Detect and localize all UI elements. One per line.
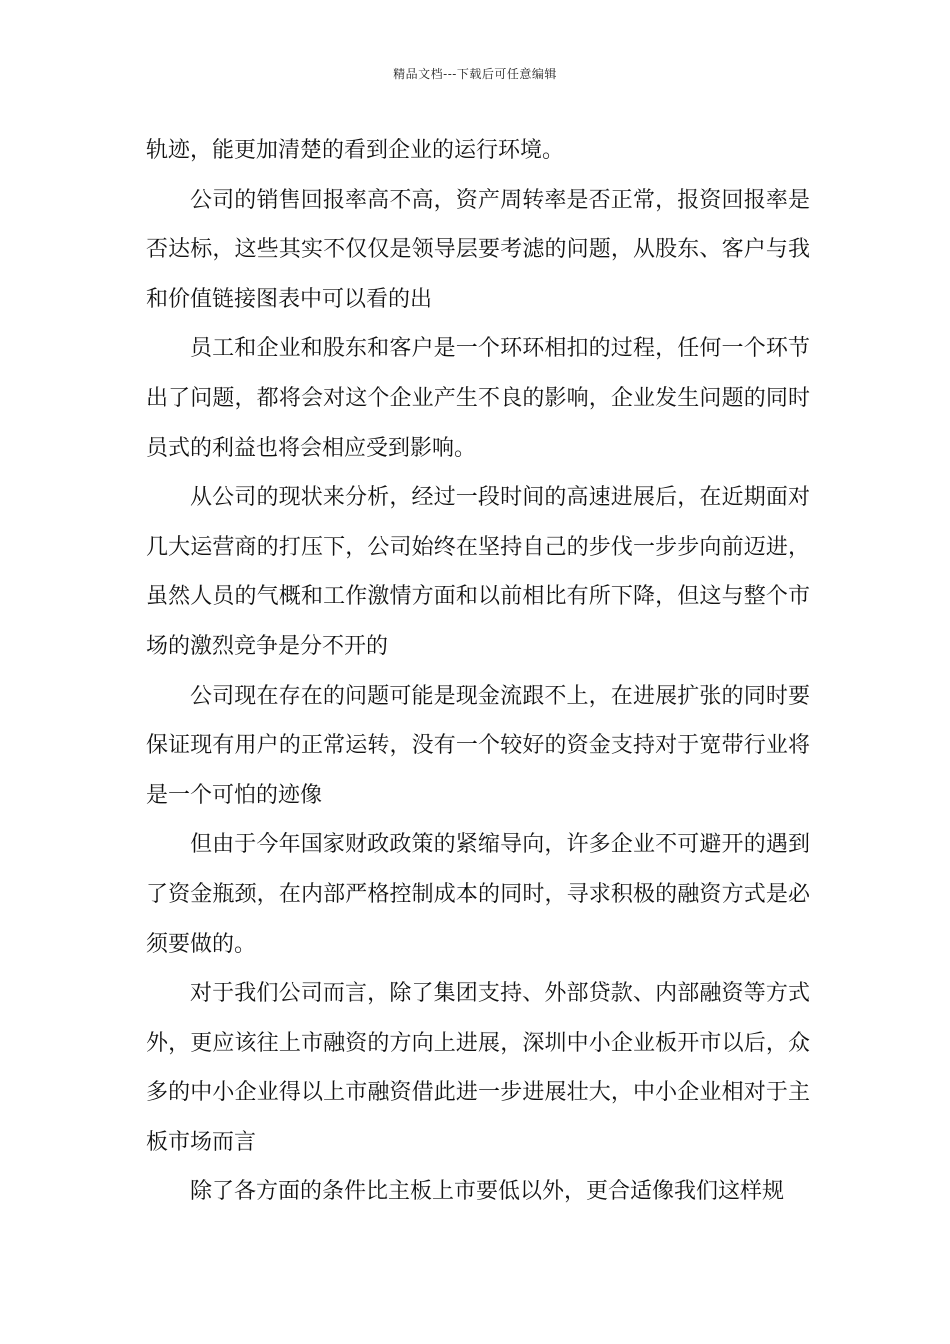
paragraph: 除了各方面的条件比主板上市要低以外，更合适像我们这样规 bbox=[190, 1179, 785, 1205]
page-header: 精品文档---下载后可任意编辑 bbox=[393, 67, 557, 81]
paragraph-continuation: 轨迹，能更加清楚的看到企业的运行环境。 bbox=[146, 138, 565, 163]
paragraph: 但由于今年国家财政政策的紧缩导向，许多企业不可避开的遇到了资金瓶颈，在内部严格控制成本的同时，寻求积极的融资方式是必须要做的。 bbox=[146, 832, 810, 957]
paragraph: 公司现在存在的问题可能是现金流跟不上，在进展扩张的同时要保证现有用户的正常运转，没有一个较好的资金支持对于宽带行业将是一个可怕的迹像 bbox=[146, 683, 810, 808]
paragraph: 对于我们公司而言，除了集团支持、外部贷款、内部融资等方式外，更应该往上市融资的方向上进展，深圳中小企业板开市以后，众多的中小企业得以上市融资借此进一步进展壮大，中小企业相对于主板市场而言 bbox=[146, 981, 810, 1155]
paragraph: 员工和企业和股东和客户是一个环环相扣的过程，任何一个环节出了问题，都将会对这个企业产生不良的影响，企业发生问题的同时员式的利益也将会相应受到影响。 bbox=[146, 336, 810, 461]
paragraph: 从公司的现状来分析，经过一段时间的高速进展后，在近期面对几大运营商的打压下，公司始终在坚持自己的步伐一步步向前迈进，虽然人员的气概和工作激情方面和以前相比有所下降，但这与整个市场的激烈竞争是分不开的 bbox=[146, 485, 810, 659]
paragraph: 公司的销售回报率高不高，资产周转率是否正常，报资回报率是否达标，这些其实不仅仅是领导层要考滤的问题，从股东、客户与我和价值链接图表中可以看的出 bbox=[146, 187, 810, 312]
document-body bbox=[146, 126, 810, 1217]
